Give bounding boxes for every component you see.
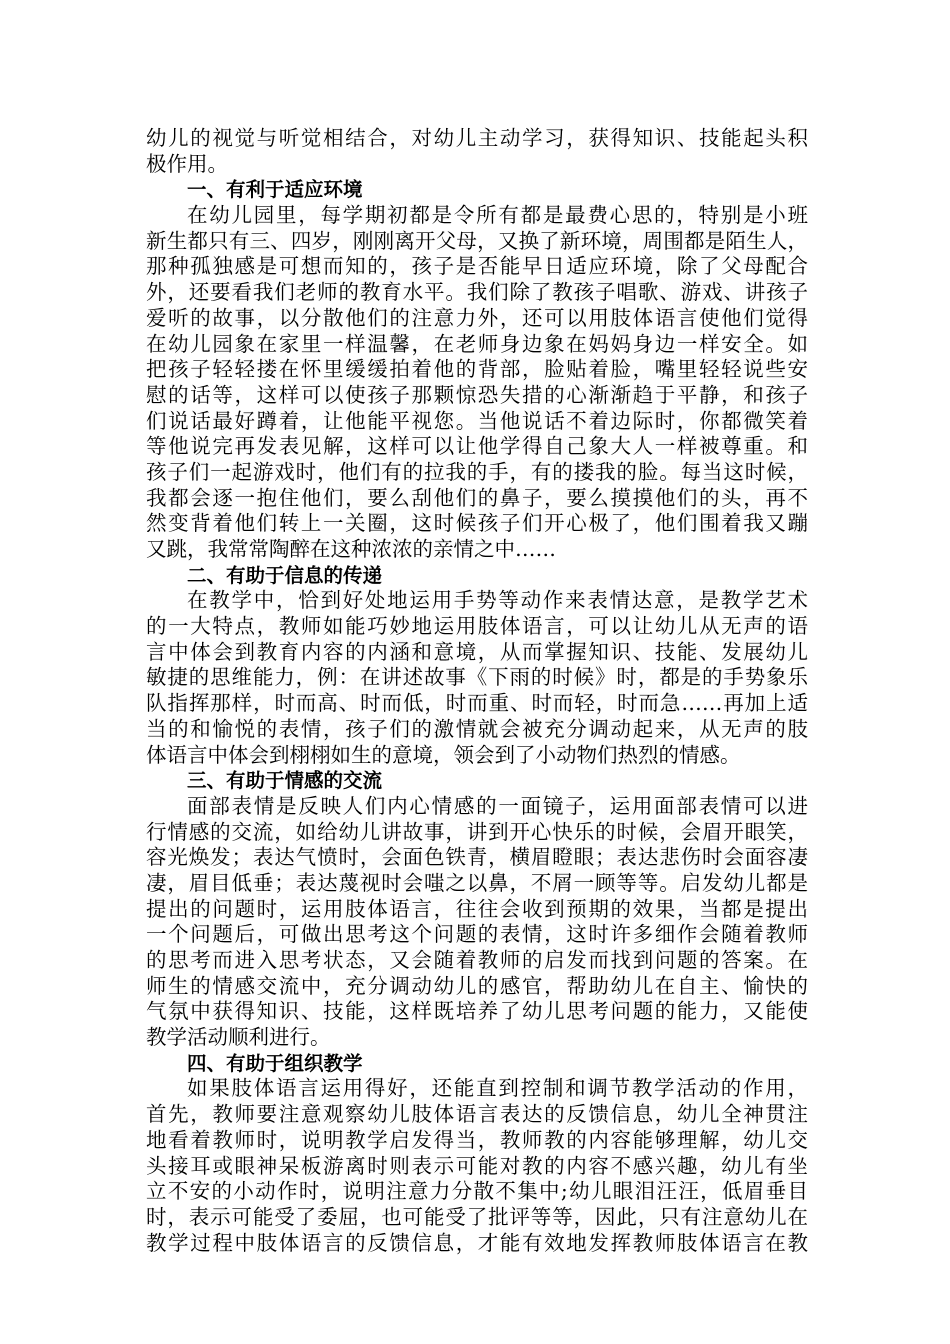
section-adapt-environment — [146, 177, 808, 562]
text-line: 气氛中获得知识、技能，这样既培养了幼儿思考问题的能力，又能使 — [146, 999, 808, 1024]
section-heading: 一、有利于适应环境 — [187, 178, 363, 202]
section-heading: 四、有助于组织教学 — [187, 1051, 363, 1075]
text-line: 我都会逐一抱住他们，要么刮他们的鼻子，要么摸摸他们的头，再不 — [146, 485, 808, 510]
section-emotional-exchange — [146, 768, 808, 1051]
text-line: 头接耳或眼神呆板游离时则表示可能对教的内容不感兴趣，幼儿有坐 — [146, 1153, 808, 1178]
text-line: 那种孤独感是可想而知的，孩子是否能早日适应环境，除了父母配合 — [146, 254, 808, 279]
text-line: 敏捷的思维能力，例：在讲述故事《下雨的时候》时，都是的手势象乐 — [146, 665, 808, 690]
text-line: 提出的问题时，运用肢体语言，往往会收到预期的效果，当都是提出 — [146, 896, 808, 921]
section-heading: 三、有助于情感的交流 — [187, 769, 383, 793]
text-line: 队指挥那样，时而高、时而低，时而重、时而轻，时而急……再加上适 — [146, 691, 808, 716]
text-line: 地看着教师时，说明教学启发得当，教师教的内容能够理解，幼儿交 — [146, 1127, 808, 1152]
text-line: 体语言中体会到栩栩如生的意境，领会到了小动物们热烈的情感。 — [146, 742, 741, 767]
section-information-transfer — [146, 563, 808, 769]
text-line: 时，表示可能受了委屈，也可能受了批评等等，因此，只有注意幼儿在 — [146, 1204, 808, 1229]
text-line: 的思考而进入思考状态，又会随着教师的启发而找到问题的答案。在 — [146, 948, 808, 972]
text-line: 立不安的小动作时，说明注意力分散不集中;幼儿眼泪汪汪，低眉垂目 — [146, 1179, 808, 1204]
text-line: 又跳，我常常陶醉在这种浓浓的亲情之中…… — [146, 537, 556, 561]
intro-paragraph — [146, 126, 808, 177]
text-line: 们说话最好蹲着，让他能平视您。当他说话不着边际时，你都微笑着 — [146, 408, 808, 433]
text-line: 爱听的故事，以分散他们的注意力外，还可以用肢体语言使他们觉得 — [146, 305, 808, 330]
text-line: 孩子们一起游戏时，他们有的拉我的手，有的搂我的脸。每当这时候， — [146, 459, 808, 484]
text-line: 首先，教师要注意观察幼儿肢体语言表达的反馈信息，幼儿全神贯注 — [146, 1102, 808, 1127]
section-organize-teaching — [146, 1051, 808, 1257]
text-line: 如果肢体语言运用得好，还能直到控制和调节教学活动的作用， — [187, 1076, 808, 1101]
text-line: 行情感的交流，如给幼儿讲故事，讲到开心快乐的时候，会眉开眼笑， — [146, 819, 808, 844]
text-line: 在幼儿园象在家里一样温馨，在老师身边象在妈妈身边一样安全。如 — [146, 331, 808, 356]
text-line: 等他说完再发表见解，这样可以让他学得自己象大人一样被尊重。和 — [146, 434, 808, 459]
text-line: 教学活动顺利进行。 — [146, 1025, 331, 1050]
text-line: 教学过程中肢体语言的反馈信息，才能有效地发挥教师肢体语言在教 — [146, 1230, 808, 1255]
text-line: 言中体会到教育内容的内涵和意境，从而掌握知识、技能、发展幼儿 — [146, 639, 808, 664]
text-line: 幼儿的视觉与听觉相结合，对幼儿主动学习，获得知识、技能起头积 — [146, 126, 808, 150]
text-line: 在幼儿园里，每学期初都是令所有都是最费心思的，特别是小班 — [187, 203, 808, 228]
text-line: 面部表情是反映人们内心情感的一面镜子，运用面部表情可以进 — [187, 793, 808, 818]
text-line: 在教学中，恰到好处地运用手势等动作来表情达意，是教学艺术 — [187, 588, 808, 613]
text-line: 当的和愉悦的表情，孩子们的激情就会被充分调动起来，从无声的肢 — [146, 716, 808, 741]
text-line: 然变背着他们转上一关圈，这时候孩子们开心极了，他们围着我又蹦 — [146, 511, 808, 536]
text-line: 师生的情感交流中，充分调动幼儿的感官，帮助幼儿在自主、愉快的 — [146, 973, 808, 998]
text-line: 一个问题后，可做出思考这个问题的表情，这时许多细作会随着教师 — [146, 922, 808, 947]
text-line: 把孩子轻轻搂在怀里缓缓拍着他的背部，脸贴着脸，嘴里轻轻说些安 — [146, 357, 808, 382]
text-line: 新生都只有三、四岁，刚刚离开父母，又换了新环境，周围都是陌生人， — [146, 228, 808, 253]
text-line: 的一大特点，教师如能巧妙地运用肢体语言，可以让幼儿从无声的语 — [146, 614, 808, 639]
text-line: 外，还要看我们老师的教育水平。我们除了教孩子唱歌、游戏、讲孩子 — [146, 280, 808, 305]
document-body — [146, 126, 808, 1256]
text-line: 极作用。 — [146, 151, 228, 176]
text-line: 慰的话等，这样可以使孩子那颗惊恐失措的心渐渐趋于平静，和孩子 — [146, 382, 808, 407]
text-line: 凄，眉目低垂；表达蔑视时会嗤之以鼻，不屑一顾等等。启发幼儿都是 — [146, 870, 808, 895]
text-line: 容光焕发；表达气愤时，会面色铁青，横眉瞪眼；表达悲伤时会面容凄 — [146, 845, 808, 870]
section-heading: 二、有助于信息的传递 — [187, 563, 383, 587]
